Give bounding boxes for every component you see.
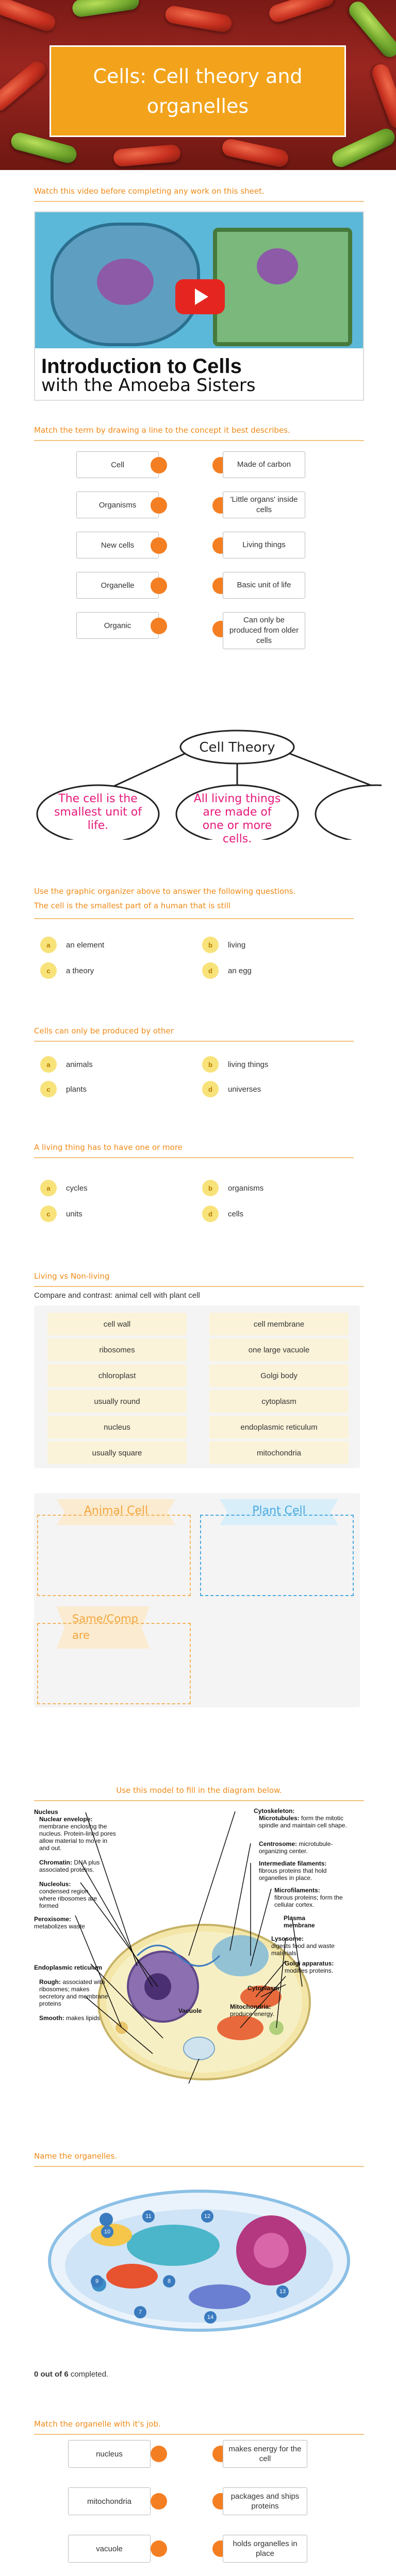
video-subtitle: with the Amoeba Sisters — [41, 375, 256, 396]
video-player[interactable] — [34, 211, 364, 401]
label-nucleolus: Nucleolus: condensed region where ribosomes are formed — [39, 1880, 97, 1909]
organelle-marker[interactable]: 13 — [276, 2285, 289, 2298]
match-term[interactable]: Organisms — [76, 492, 159, 518]
question-prompt: Cells can only be produced by other — [34, 1026, 174, 1036]
question-prompt: A living thing has to have one or more — [34, 1143, 183, 1152]
match-term[interactable]: Organelle — [76, 572, 159, 599]
answer-option-d[interactable]: d an egg — [202, 962, 252, 979]
bacteria-image — [0, 58, 50, 114]
page-title: Cells: Cell theory and organelles — [93, 65, 303, 117]
cell-theory-statement: The cell is the smallest unit of life. — [54, 792, 142, 832]
plant-cell-illustration — [213, 228, 352, 346]
organelle-job[interactable]: packages and ships proteins — [223, 2487, 307, 2515]
sort-card[interactable]: cell membrane — [209, 1313, 349, 1335]
match-connector-dot[interactable] — [151, 578, 167, 594]
bacteria-image — [113, 144, 181, 167]
bacteria-image — [71, 0, 140, 18]
organelle-marker[interactable]: 9 — [91, 2275, 103, 2287]
label-cytoskeleton: Cytoskeleton: — [254, 1807, 295, 1815]
sort-card[interactable]: ribosomes — [47, 1338, 187, 1361]
organelle-marker[interactable]: 8 — [163, 2275, 175, 2287]
answer-option-c[interactable]: c units — [40, 1206, 82, 1222]
label-nuclear-envelope: Nuclear envelope: membrane enclosing the nucleus. Protein-lined pores allow material to move in and out. — [39, 1816, 116, 1852]
label-cytoplasm: Cytoplasm — [248, 1985, 279, 1992]
match-concept[interactable]: Living things — [223, 532, 305, 558]
organelle-marker[interactable]: 11 — [142, 2210, 155, 2223]
match-connector-dot[interactable] — [151, 2540, 167, 2557]
label-golgi: Golgi apparatus: modifies proteins. — [285, 1960, 334, 1974]
label-vacuole: Vacuole — [178, 2007, 202, 2014]
match-connector-dot[interactable] — [151, 457, 167, 473]
bacteria-image — [221, 138, 290, 168]
match-connector-dot[interactable] — [151, 2446, 167, 2462]
sort-instructions: Compare and contrast: animal cell with plant cell — [34, 1291, 200, 1300]
label-smooth-er: Smooth: makes lipids — [39, 2014, 101, 2022]
sort-card[interactable]: mitochondria — [209, 1442, 349, 1464]
divider — [34, 1157, 354, 1158]
match-concept[interactable]: Can only be produced from older cells — [223, 612, 305, 649]
nucleus-illustration — [97, 259, 154, 305]
organelle-marker[interactable]: 12 — [201, 2210, 213, 2223]
match-organelle-prompt: Match the organelle with it's job. — [34, 2419, 161, 2429]
sort-card[interactable]: endoplasmic reticulum — [209, 1416, 349, 1438]
label-intermediate-filaments: Intermediate filaments: fibrous proteins that hold organelles in place. — [259, 1860, 327, 1882]
progress-status: 0 out of 6 completed. — [34, 2370, 109, 2379]
sort-card[interactable]: usually round — [47, 1390, 187, 1413]
answer-option-c[interactable]: c a theory — [40, 962, 94, 979]
bacteria-image — [164, 5, 233, 33]
answer-option-b[interactable]: b living — [202, 937, 245, 953]
divider — [34, 1041, 354, 1042]
match-concept[interactable]: Basic unit of life — [223, 572, 305, 599]
answer-option-d[interactable]: d universes — [202, 1081, 261, 1097]
match-connector-dot[interactable] — [151, 497, 167, 514]
divider — [34, 440, 364, 441]
answer-option-b[interactable]: b living things — [202, 1056, 268, 1073]
cell-3d-illustration — [44, 2173, 354, 2343]
sort-card[interactable]: chloroplast — [47, 1364, 187, 1387]
zone-label-animal: Animal Cell — [84, 1504, 148, 1517]
answer-option-a[interactable]: a animals — [40, 1056, 93, 1073]
zone-label-plant: Plant Cell — [252, 1504, 306, 1517]
divider — [34, 2434, 364, 2435]
match-term[interactable]: New cells — [76, 532, 159, 558]
drop-zone-plant[interactable] — [200, 1515, 354, 1596]
sort-card[interactable]: cytoplasm — [209, 1390, 349, 1413]
label-microfilaments: Microfilaments: fibrous proteins; form the cellular cortex. — [274, 1887, 343, 1908]
label-endoplasmic-reticulum: Endoplasmic reticulum — [34, 1964, 103, 1971]
name-organelles-prompt: Name the organelles. — [34, 2151, 118, 2161]
match-term[interactable]: Cell — [76, 451, 159, 478]
divider — [34, 201, 364, 202]
question-prompt: Use the graphic organizer above to answer the following questions. The cell is the smallest part of a human that is still — [34, 887, 296, 910]
label-peroxisome: Peroxisome: metabolizes waste — [34, 1916, 85, 1930]
sort-card[interactable]: one large vacuole — [209, 1338, 349, 1361]
title-box — [50, 45, 346, 137]
bacteria-image — [370, 62, 396, 131]
sort-card[interactable]: usually square — [47, 1442, 187, 1464]
organelle-job[interactable]: holds organelles in place — [223, 2535, 307, 2563]
match-prompt: Match the term by drawing a line to the concept it best describes. — [34, 426, 290, 435]
organelle-term[interactable]: nucleus — [68, 2440, 151, 2468]
match-term[interactable]: Organic — [76, 612, 159, 639]
sort-card[interactable]: nucleus — [47, 1416, 187, 1438]
match-connector-dot[interactable] — [151, 618, 167, 634]
zone-label-same: Same/Compare — [72, 1613, 138, 1641]
match-concept[interactable]: Made of carbon — [223, 451, 305, 478]
video-prompt: Watch this video before completing any work on this sheet. — [34, 187, 265, 196]
divider — [34, 2166, 364, 2167]
bacteria-image — [267, 0, 336, 24]
diagram-prompt: Use this model to fill in the diagram below. — [116, 1786, 282, 1795]
nucleus-illustration — [257, 248, 298, 284]
play-button[interactable] — [175, 279, 225, 314]
divider — [34, 1286, 364, 1287]
answer-option-d[interactable]: d cells — [202, 1206, 243, 1222]
label-microtubules: Microtubules: form the mitotic spindle and maintain cell shape. — [259, 1815, 347, 1829]
sort-prompt: Living vs Non-living — [34, 1272, 110, 1281]
answer-option-a[interactable]: a an element — [40, 937, 104, 953]
video-title: Introduction to Cells — [41, 355, 242, 378]
label-nucleus: Nucleus — [34, 1808, 58, 1816]
label-centrosome: Centrosome: microtubule-organizing center. — [259, 1840, 333, 1855]
label-rough-er: Rough: associated with ribosomes; makes secretory and membrane proteins — [39, 1978, 108, 2007]
organelle-marker[interactable]: 14 — [204, 2311, 217, 2324]
label-lysosome: Lysosome: digests food and waste materials. — [271, 1935, 335, 1957]
organelle-term[interactable]: vacuole — [68, 2535, 151, 2563]
answer-option-c[interactable]: c plants — [40, 1081, 87, 1097]
bacteria-image — [0, 0, 58, 33]
match-concept[interactable]: 'Little organs' inside cells — [223, 492, 305, 518]
label-mitochondria: Mitochondria: produce energy. — [230, 2003, 274, 2018]
cell-theory-title: Cell Theory — [199, 740, 275, 755]
sort-card[interactable]: Golgi body — [209, 1364, 349, 1387]
organelle-marker[interactable]: 10 — [101, 2226, 113, 2238]
answer-option-a[interactable]: a cycles — [40, 1180, 88, 1196]
label-chromatin: Chromatin: DNA plus associated proteins. — [39, 1859, 100, 1873]
organelle-term[interactable]: mitochondria — [68, 2487, 151, 2515]
answer-option-b[interactable]: b organisms — [202, 1180, 263, 1196]
drop-zone-animal[interactable] — [37, 1515, 191, 1596]
header-banner — [0, 0, 396, 170]
drop-zone-same[interactable] — [37, 1623, 191, 1704]
match-connector-dot[interactable] — [151, 2493, 167, 2510]
match-connector-dot[interactable] — [151, 537, 167, 554]
bacteria-image — [345, 0, 396, 61]
organelle-marker[interactable]: 7 — [134, 2306, 146, 2318]
organelle-job[interactable]: makes energy for the cell — [223, 2440, 307, 2468]
divider — [34, 918, 354, 919]
label-plasma-membrane: Plasma membrane — [284, 1914, 315, 1929]
sort-card[interactable]: cell wall — [47, 1313, 187, 1335]
cell-theory-statement: All living things are made of one or more cells. — [193, 792, 281, 845]
